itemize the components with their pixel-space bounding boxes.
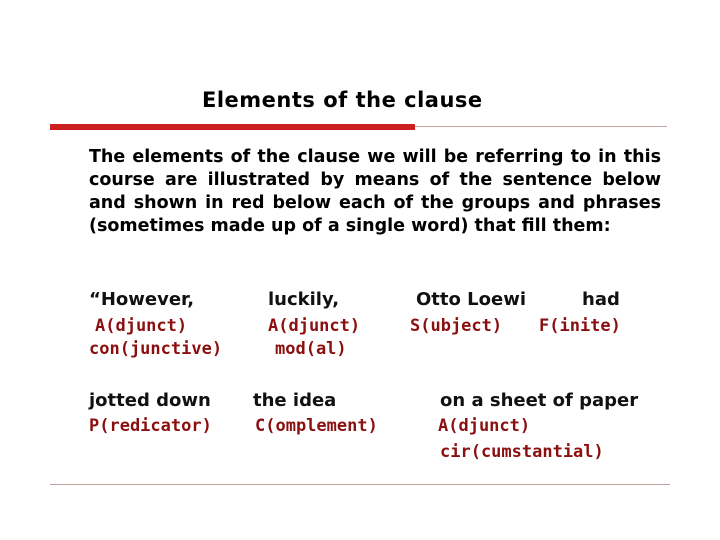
label-finite: F(inite) xyxy=(539,316,621,336)
label-complement: C(omplement) xyxy=(255,416,378,436)
label-adjunct-3: A(djunct) xyxy=(438,416,531,436)
word-had: had xyxy=(582,289,620,310)
label-conjunctive: con(junctive) xyxy=(89,339,223,359)
label-modal: mod(al) xyxy=(275,339,347,359)
title-rule-line xyxy=(415,126,667,127)
word-the-idea: the idea xyxy=(253,390,337,411)
title-accent-bar xyxy=(50,124,415,130)
word-otto-loewi: Otto Loewi xyxy=(416,289,526,310)
label-adjunct-2: A(djunct) xyxy=(268,316,361,336)
label-subject: S(ubject) xyxy=(410,316,503,336)
word-on-a-sheet-of-paper: on a sheet of paper xyxy=(440,390,639,411)
label-predicator: P(redicator) xyxy=(89,416,212,436)
word-luckily: luckily, xyxy=(268,289,340,310)
intro-paragraph: The elements of the clause we will be referring to in this course are illustrated by means of the sentence below and shown in red below each of the groups and phrases (sometimes made up of a single word) that fill them: xyxy=(89,147,661,236)
bottom-rule-line xyxy=(50,484,670,485)
label-adjunct-1: A(djunct) xyxy=(95,316,188,336)
label-circumstantial: cir(cumstantial) xyxy=(440,442,604,462)
word-jotted-down: jotted down xyxy=(89,390,211,411)
slide-title: Elements of the clause xyxy=(202,88,483,112)
word-however: “However, xyxy=(89,289,195,310)
